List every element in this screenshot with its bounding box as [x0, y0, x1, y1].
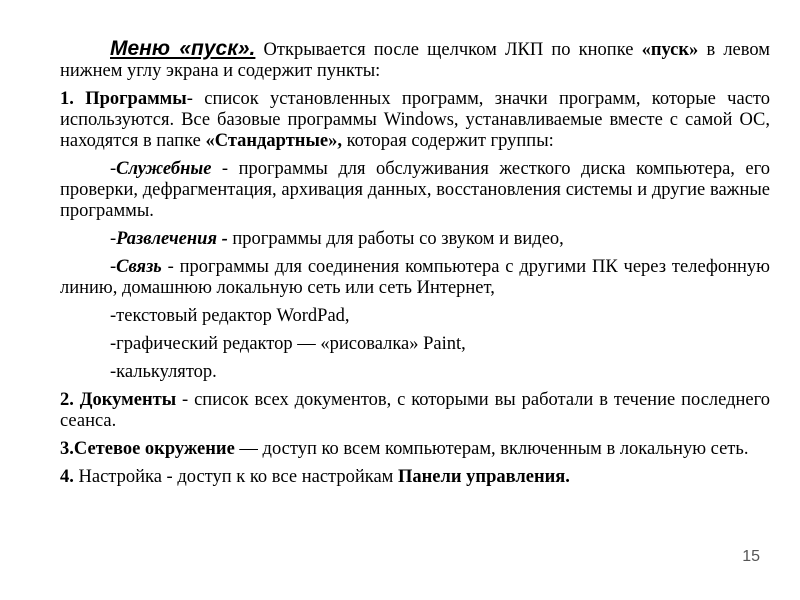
group-calculator: -калькулятор. — [110, 362, 217, 382]
group-communication: -Связь - программы для соединения компьютера с другими ПК через телефонную линию, домашнюю локальную сеть или сеть Интернет, — [60, 257, 770, 298]
slide-title: Меню «пуск». — [110, 37, 256, 60]
group-service: -Служебные - программы для обслуживания жесткого диска компьютера, его проверки, дефрагментация, архивация данных, восстановления системы и другие важные программы. — [60, 159, 770, 221]
group-entertainment: -Развлечения - программы для работы со звуком и видео, — [110, 229, 564, 249]
page-number: 15 — [742, 548, 760, 565]
item-network: 3.Сетевое окружение — доступ ко всем компьютерам, включенным в локальную сеть. — [60, 439, 749, 459]
item-programs: 1. Программы- список установленных программ, значки программ, которые часто используются. Все базовые программы Windows, устанавливаемые вместе с самой ОС, находятся в папке «Стандартные», которая содержит группы: — [60, 89, 770, 151]
group-paint: -графический редактор — «рисовалка» Paint, — [110, 334, 466, 354]
slide-content — [60, 38, 770, 495]
group-wordpad: -текстовый редактор WordPad, — [110, 306, 350, 326]
item-documents: 2. Документы - список всех документов, с которыми вы работали в течение последнего сеанса. — [60, 390, 771, 431]
item-settings: 4. Настройка - доступ к ко все настройкам Панели управления. — [60, 467, 570, 487]
intro-paragraph: Меню «пуск». Открывается после щелчком ЛКП по кнопке «пуск» в левом нижнем углу экрана и содержит пункты: — [60, 37, 770, 81]
